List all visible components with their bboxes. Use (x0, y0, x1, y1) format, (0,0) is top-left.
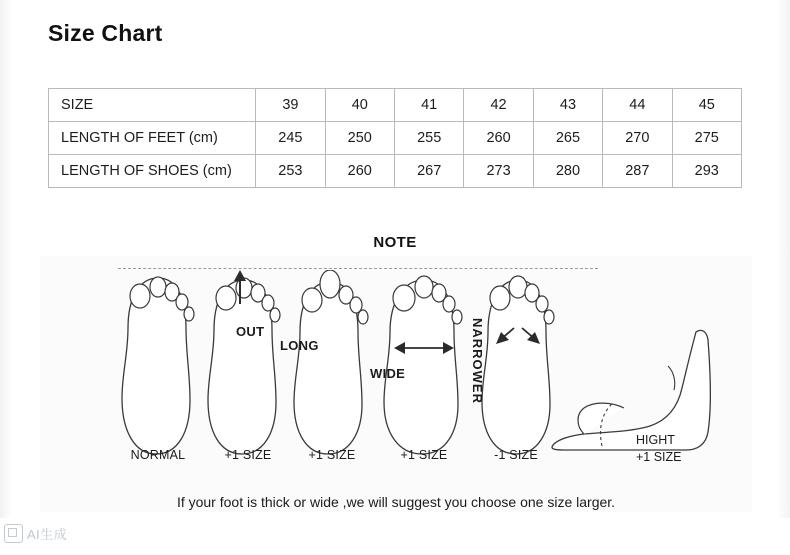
table-cell: 260 (464, 122, 533, 155)
table-cell: 39 (256, 89, 325, 122)
bottom-strip (0, 518, 790, 555)
page-title: Size Chart (48, 20, 163, 46)
note-footnote: If your foot is thick or wide ,we will suggest you choose one size larger. (176, 494, 616, 510)
side-view-caption-line2: +1 SIZE (636, 450, 682, 464)
watermark-label: AI生成 (27, 527, 68, 542)
table-cell: 43 (533, 89, 602, 122)
ai-badge-icon (4, 524, 23, 543)
table-cell: 273 (464, 155, 533, 188)
foot-caption: +1 SIZE (400, 448, 448, 462)
table-cell: 280 (533, 155, 602, 188)
ai-watermark (4, 524, 67, 543)
alignment-dashed-line (118, 268, 598, 269)
foot-caption: +1 SIZE (308, 448, 356, 462)
side-view-caption-line1: HIGHT (636, 433, 675, 447)
row-label: SIZE (49, 89, 256, 122)
table-cell: 287 (603, 155, 672, 188)
foot-caption: NORMAL (130, 448, 186, 462)
table-cell: 253 (256, 155, 325, 188)
table-cell: 250 (325, 122, 394, 155)
table-cell: 42 (464, 89, 533, 122)
foot-inner-label-long: LONG (280, 338, 319, 353)
foot-caption: -1 SIZE (494, 448, 538, 462)
table-cell: 45 (672, 89, 741, 122)
foot-diagram-wide (374, 270, 462, 460)
table-cell: 267 (394, 155, 463, 188)
foot-diagram-out (196, 270, 284, 460)
table-cell: 41 (394, 89, 463, 122)
size-table (48, 88, 742, 188)
table-cell: 245 (256, 122, 325, 155)
left-edge-shade (0, 0, 12, 518)
table-cell: 40 (325, 89, 394, 122)
note-heading: NOTE (373, 234, 417, 251)
table-cell: 44 (603, 89, 672, 122)
table-cell: 265 (533, 122, 602, 155)
foot-diagram-normal (112, 270, 200, 460)
right-edge-shade (778, 0, 790, 518)
table-cell: 293 (672, 155, 741, 188)
foot-diagram-long (284, 270, 372, 460)
row-label: LENGTH OF FEET (cm) (49, 122, 256, 155)
table-row (49, 89, 742, 122)
side-view-caption (636, 432, 682, 466)
foot-caption: +1 SIZE (224, 448, 272, 462)
foot-diagram-side-view (540, 326, 716, 457)
table-row (49, 155, 742, 188)
table-cell: 255 (394, 122, 463, 155)
row-label: LENGTH OF SHOES (cm) (49, 155, 256, 188)
table-cell: 270 (603, 122, 672, 155)
table-row (49, 122, 742, 155)
note-panel (40, 256, 752, 512)
foot-inner-label-wide: WIDE (370, 366, 406, 381)
table-cell: 275 (672, 122, 741, 155)
table-cell: 260 (325, 155, 394, 188)
foot-inner-label-out: OUT (236, 324, 265, 339)
foot-inner-label-narrower: NARROWER (470, 318, 485, 404)
